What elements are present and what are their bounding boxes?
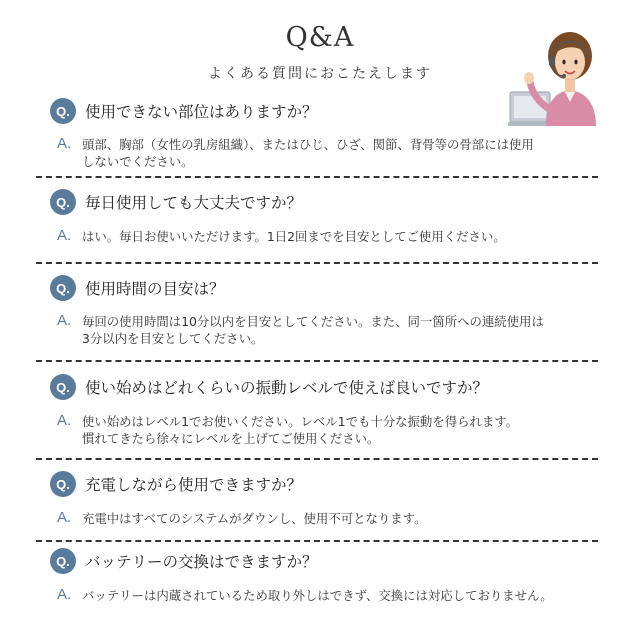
answer-text	[82, 510, 602, 527]
answer-text	[82, 413, 602, 447]
answer-line: はい。毎日お使いいただけます。1日2回までを目安としてご使用ください。	[82, 229, 506, 244]
faq-question	[50, 471, 302, 497]
dashed-divider	[36, 262, 598, 264]
question-text: 使用できない部位はありますか？	[85, 103, 318, 121]
answer-badge: A.	[57, 586, 72, 603]
question-badge: Q.	[50, 275, 76, 301]
faq-question	[50, 374, 488, 400]
question-text: 使用時間の目安は？	[85, 280, 225, 298]
answer-text	[82, 228, 602, 245]
question-text: 使い始めはどれくらいの振動レベルで使えば良いですか？	[85, 379, 489, 397]
question-text: バッテリーの交換はできますか？	[85, 553, 318, 571]
answer-line: 毎回の使用時間は10分以内を目安としてください。また、同一箇所への連続使用は	[82, 314, 544, 329]
answer-text	[82, 313, 602, 347]
answer-badge: A.	[57, 312, 72, 329]
answer-line: 3分以内を目安としてください。	[82, 331, 264, 346]
dashed-divider	[36, 176, 598, 178]
question-text: 充電しながら使用できますか？	[85, 476, 303, 494]
answer-badge: A.	[57, 509, 72, 526]
page-subtitle: よくある質問におこたえします	[208, 66, 432, 82]
answer-text	[82, 587, 602, 604]
answer-line: バッテリーは内蔵されているため取り外しはできず、交換には対応しておりません。	[82, 588, 553, 603]
question-badge: Q.	[50, 189, 76, 215]
answer-text	[82, 136, 602, 170]
faq-question	[50, 548, 318, 574]
question-badge: Q.	[50, 471, 76, 497]
answer-line: 使い始めはレベル1でお使いください。レベル1でも十分な振動を得られます。	[82, 414, 519, 429]
question-badge: Q.	[50, 548, 76, 574]
answer-badge: A.	[57, 412, 72, 429]
answer-line: 充電中はすべてのシステムがダウンし、使用不可となります。	[82, 511, 427, 526]
answer-line: 慣れてきたら徐々にレベルを上げてご使用ください。	[82, 431, 380, 446]
dashed-divider	[36, 458, 598, 460]
page-title: Q&A	[285, 22, 355, 53]
faq-question	[50, 189, 302, 215]
answer-badge: A.	[57, 135, 72, 152]
operator-icon	[508, 22, 600, 130]
answer-badge: A.	[57, 227, 72, 244]
faq-question	[50, 275, 225, 301]
question-badge: Q.	[50, 374, 76, 400]
question-badge: Q.	[50, 98, 76, 124]
answer-line: 頭部、胸部（女性の乳房組織）、またはひじ、ひざ、関節、背骨等の骨部には使用	[82, 137, 534, 152]
dashed-divider	[36, 540, 598, 542]
answer-line: しないでください。	[82, 154, 194, 169]
question-text: 毎日使用しても大丈夫ですか？	[85, 194, 303, 212]
faq-question	[50, 98, 318, 124]
dashed-divider	[36, 360, 598, 362]
